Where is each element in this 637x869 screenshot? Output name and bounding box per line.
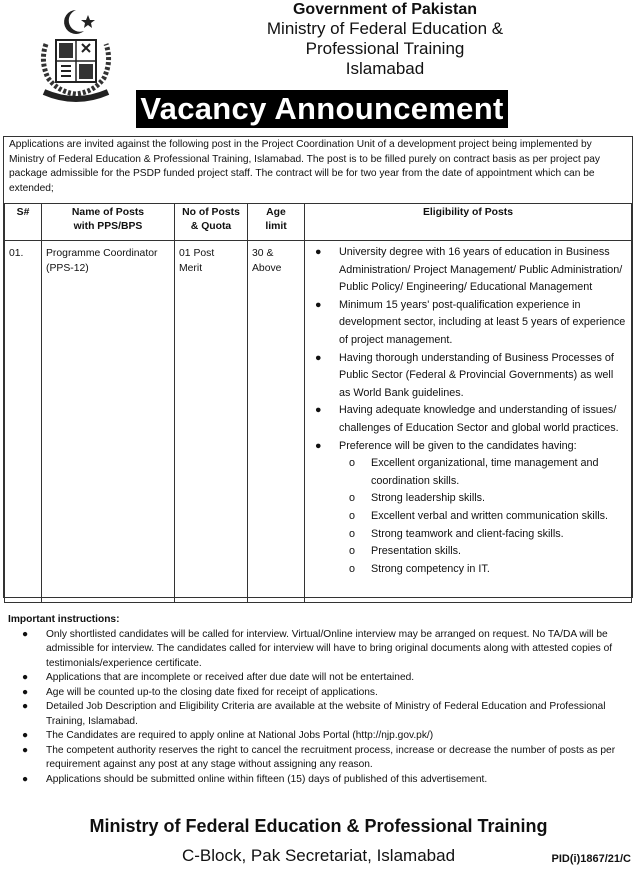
list-item: ● Only shortlisted candidates will be called for interview. Virtual/Online interview may be arranged on request. No TA/DA will be admissible for interview. The candidates called for interview will have to bring original documents along with attested copies of testimonials/experience certificate. [22,628,613,669]
table-row [5,241,632,603]
list-item: ● Applications that are incomplete or received after due date will not be entertained. [8,671,630,686]
table-header-row [5,204,632,241]
footer-address: C-Block, Pak Secretariat, Islamabad [181,846,456,865]
list-item: ● The competent authority reserves the right to cancel the recruitment process, increase or decrease the number of posts as per requirement against any post at any stage without assigning any reason. [22,744,616,770]
circle-bullet-icon: o [349,527,356,540]
city-title: Islamabad [345,59,425,78]
list-item: ● Minimum 15 years' post-qualification experience in development sector, including at least 5 years of experience of project management. [315,298,626,346]
vacancy-banner: Vacancy Announcement [136,90,508,128]
list-item: ● Applications should be submitted online within fifteen (15) days of published of this advertisement. [8,773,630,788]
vacancy-table [4,203,632,603]
instructions-list [8,628,630,788]
bullet-icon: ● [22,730,29,741]
intro-paragraph: Applications are invited against the following post in the Project Coordination Unit of a development project being implemented by Ministry of Federal Education & Professional Training, Islamabad. The post is to be filled purely on contract basis as per project pay package admissible for the PSDP funded project staff. The contract will be for two year from the date of appointment which can be extended; [9,139,600,194]
header-block [240,0,530,79]
list-item: o Presentation skills. [349,543,627,561]
pid-number: PID(i)1867/21/C [551,853,631,865]
list-item: ● Detailed Job Description and Eligibility Criteria are available at the website of Ministry of Federal Education and Professional Training, Islamabad. [22,701,606,727]
col-sno: S# [5,204,42,241]
bullet-icon: ● [22,701,29,712]
list-item: o Strong teamwork and client-facing skills. [349,526,627,544]
list-item: ● University degree with 16 years of education in Business Administration/ Project Management/ Public Administration/ Public Policy/ Engineering/ Educational Management [315,246,623,294]
col-post-name: Name of Posts with PPS/BPS [42,204,175,241]
circle-bullet-icon: o [349,545,356,558]
bullet-icon: ● [315,298,322,311]
list-item: ● Having thorough understanding of Business Processes of Public Sector (Federal & Provincial Governments) as well as World Bank guidelines. [315,351,614,399]
cell-age: 30 & Above [248,241,305,603]
list-item: o Strong competency in IT. [349,561,627,579]
col-quota: No of Posts & Quota [175,204,248,241]
bullet-icon: ● [315,351,322,364]
instructions-title: Important instructions: [8,614,120,625]
list-item: o Strong leadership skills. [349,490,627,508]
bullet-icon: ● [22,628,29,640]
cell-sno: 01. [5,241,42,603]
list-item: ● Having adequate knowledge and understanding of issues/ challenges of Education Sector and global world practices. [315,404,619,434]
instructions-section [8,613,630,787]
circle-bullet-icon: o [349,492,356,505]
cell-eligibility [305,241,632,603]
list-item: ● Preference will be given to the candidates having: o Excellent organizational, time management and coordination skills. o Strong leadership skills. o Excellent verbal and written communication skills. o Strong teamwork and client-facing skills. o Presentation skills. o Strong competency in IT. [313,438,627,579]
bullet-icon: ● [22,672,29,683]
bullet-icon: ● [315,246,322,258]
circle-bullet-icon: o [349,509,356,522]
list-item: o Excellent organizational, time management and coordination skills. [349,457,599,487]
vacancy-box [3,136,633,598]
list-item: ● The Candidates are required to apply online at National Jobs Portal (http://njp.gov.pk/) [8,729,630,744]
eligibility-list [309,244,627,578]
bullet-icon: ● [22,773,29,785]
list-item: ● Age will be counted up-to the closing date fixed for receipt of applications. [8,686,630,701]
ministry-line-1: Ministry of Federal Education & [266,19,504,38]
ministry-line-2: Professional Training [305,39,465,58]
government-title: Government of Pakistan [292,1,478,18]
preference-list [339,455,627,578]
cell-post: Programme Coordinator (PPS-12) [42,241,175,603]
bullet-icon: ● [315,404,322,417]
list-item: o Excellent verbal and written communication skills. [349,508,627,526]
bullet-icon: ● [22,686,29,698]
bullet-icon: ● [22,744,29,756]
circle-bullet-icon: o [349,562,356,575]
col-eligibility: Eligibility of Posts [305,204,632,241]
circle-bullet-icon: o [349,457,356,470]
state-emblem-icon [30,6,122,106]
footer-ministry: Ministry of Federal Education & Professional Training [89,816,548,836]
cell-quota: 01 Post Merit [175,241,248,603]
bullet-icon: ● [315,439,322,452]
col-age: Age limit [248,204,305,241]
